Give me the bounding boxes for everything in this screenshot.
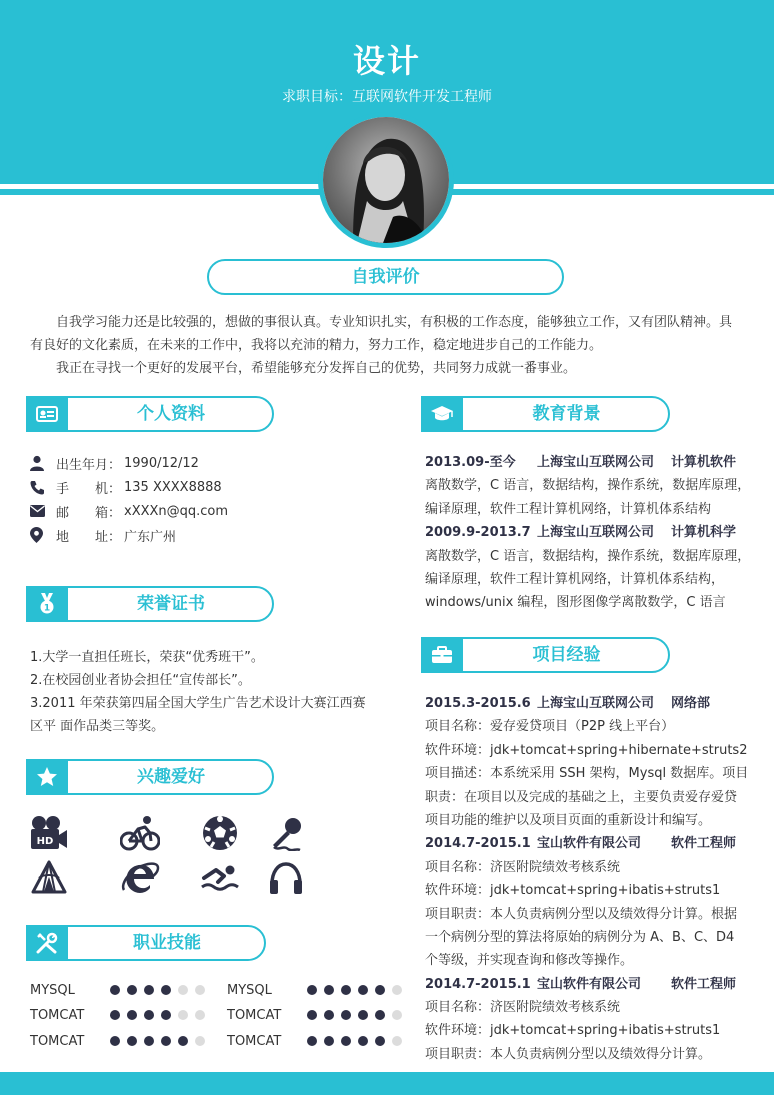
entry-heading (425, 692, 745, 715)
id-card-icon (26, 396, 68, 432)
honor-item: 1.大学一直担任班长，荣获“优秀班干”。 (30, 650, 264, 665)
headphones-icon (266, 858, 306, 898)
section-title-personal: 个人资料 (137, 404, 205, 424)
entry-role: 网络部 (671, 696, 711, 711)
entry-organization: 上海宝山互联网公司 (537, 696, 655, 711)
skill-dot-filled (375, 985, 385, 995)
footer-bar (0, 1072, 774, 1095)
skill-name: TOMCAT (227, 1007, 282, 1023)
entry-detail: 离散数学，C 语言，数据结构，操作系统，数据库原理， (425, 548, 751, 564)
entry-period: 2014.7-2015.1 (425, 836, 531, 852)
info-value: 135 XXXX8888 (124, 479, 222, 495)
skill-name: TOMCAT (227, 1033, 282, 1049)
section-title-hobbies: 兴趣爱好 (137, 767, 205, 787)
skill-dot-empty (392, 985, 402, 995)
info-value: 1990/12/12 (124, 455, 199, 471)
skill-rating (110, 1036, 205, 1046)
skill-name: MYSQL (227, 982, 272, 998)
skill-rating (307, 1010, 402, 1020)
skill-dot-filled (307, 1010, 317, 1020)
skill-dot-filled (341, 985, 351, 995)
person-icon (30, 455, 56, 471)
skill-rating (307, 1036, 402, 1046)
entry-detail: 编译原理，软件工程计算机网络，计算机体系结构 (425, 501, 712, 517)
entry-detail: 职责：在项目以及完成的基础之上，主要负责爱存爱贷 (425, 789, 738, 805)
skill-name: MYSQL (30, 982, 75, 998)
honor-item: 2.在校园创业者协会担任“宣传部长”。 (30, 673, 251, 688)
entry-role: 软件工程师 (671, 976, 737, 992)
entry-heading (425, 451, 745, 474)
section-title-self-eval: 自我评价 (207, 259, 564, 295)
project-list (425, 692, 749, 1066)
info-label: 邮 箱： (56, 505, 122, 521)
skill-dot-filled (144, 985, 154, 995)
skill-dot-filled (144, 1036, 154, 1046)
info-value: 广东广州 (124, 529, 177, 545)
skill-dot-empty (392, 1010, 402, 1020)
skill-dot-filled (358, 1036, 368, 1046)
entry-detail: 一个病例分型的算法将原始的病例分为 A、B、C、D4 (425, 929, 735, 945)
microphone-icon (266, 813, 306, 853)
skill-dot-filled (127, 1010, 137, 1020)
entry-organization: 宝山软件有限公司 (537, 836, 642, 852)
section-title-skills: 职业技能 (133, 933, 201, 953)
objective-label: 求职目标： (282, 89, 352, 105)
skill-dot-empty (195, 1036, 205, 1046)
swimming-icon (200, 858, 240, 898)
summary-paragraph: 我正在寻找一个更好的发展平台，希望能够充分发挥自己的优势，共同努力成就一番事业。 (56, 361, 577, 376)
skill-rating (110, 985, 205, 995)
honor-item: 3.2011 年荣获第四届全国大学生广告艺术设计大赛江西赛区平 面作品类三等奖。 (30, 696, 366, 734)
entry-detail: 项目职责：本人负责病例分型以及绩效得分计算。根据 (425, 906, 738, 922)
section-header-skills (26, 925, 266, 961)
skill-row (30, 1006, 205, 1024)
entry-detail: 项目名称：济医附院绩效考核系统 (425, 1000, 621, 1016)
info-label: 手 机： (56, 481, 122, 497)
skill-row (30, 1032, 205, 1050)
skill-dot-filled (324, 985, 334, 995)
info-label: 地 址： (56, 529, 122, 545)
skill-dot-filled (324, 1010, 334, 1020)
info-value: xXXXn@qq.com (124, 503, 229, 519)
skill-dot-empty (392, 1036, 402, 1046)
skill-rating (307, 985, 402, 995)
self-evaluation (30, 311, 744, 380)
entry-role: 计算机软件 (671, 455, 737, 470)
location-icon (30, 527, 56, 543)
skill-name: TOMCAT (30, 1033, 85, 1049)
skill-rating (110, 1010, 205, 1020)
skill-dot-filled (307, 985, 317, 995)
entry-period: 2014.7-2015.1 (425, 976, 531, 992)
entry-detail: 离散数学，C 语言，数据结构，操作系统，数据库原理， (425, 478, 751, 494)
skill-dot-filled (375, 1010, 385, 1020)
section-title-education: 教育背景 (532, 404, 601, 424)
tools-icon (26, 925, 68, 961)
section-title-honors: 荣誉证书 (137, 594, 205, 614)
briefcase-icon (421, 637, 463, 673)
svg-text:HD: HD (36, 836, 54, 847)
skill-dot-filled (341, 1010, 351, 1020)
entry-detail: 编译原理，软件工程计算机网络，计算机体系结构， (425, 571, 725, 587)
skill-dot-empty (178, 985, 188, 995)
skill-dot-filled (110, 1010, 120, 1020)
mail-icon (30, 505, 56, 517)
section-header-personal (26, 396, 274, 432)
skill-dot-filled (178, 1036, 188, 1046)
skill-dot-filled (110, 985, 120, 995)
skill-dot-filled (110, 1036, 120, 1046)
resume-name: 设计 (352, 42, 421, 80)
section-header-education (421, 396, 670, 432)
skill-dot-filled (307, 1036, 317, 1046)
education-list (425, 451, 751, 615)
section-header-honors (26, 586, 274, 622)
skill-row (227, 1032, 402, 1050)
skill-name: TOMCAT (30, 1007, 85, 1023)
avatar (318, 112, 454, 248)
section-header-hobbies (26, 759, 274, 795)
graduation-cap-icon (421, 396, 463, 432)
skill-dot-empty (195, 1010, 205, 1020)
entry-detail: 项目功能的维护以及项目页面的重新设计和编写。 (425, 812, 712, 828)
skill-dot-filled (375, 1036, 385, 1046)
entry-detail: 项目名称：爱存爱贷项目（P2P 线上平台） (425, 719, 675, 735)
skill-dot-filled (341, 1036, 351, 1046)
entry-detail: windows/unix 编程，图形图像学离散数学，C 语言 (425, 595, 726, 611)
skill-dot-filled (358, 1010, 368, 1020)
entry-role: 计算机科学 (671, 525, 737, 541)
entry-organization: 上海宝山互联网公司 (537, 455, 655, 470)
honors-list (30, 646, 370, 738)
phone-icon (30, 480, 56, 495)
section-header-projects (421, 637, 670, 673)
entry-heading (425, 832, 745, 855)
skill-dot-filled (358, 985, 368, 995)
entry-heading (425, 521, 745, 544)
info-address (30, 525, 176, 545)
info-email (30, 501, 228, 521)
entry-heading (425, 973, 745, 996)
entry-period: 2013.09-至今 (425, 455, 516, 470)
entry-detail: 项目名称：济医附院绩效考核系统 (425, 859, 621, 875)
summary-paragraph: 自我学习能力还是比较强的，想做的事很认真。专业知识扎实，有积极的工作态度，能够独立工作，又有团队精神。具有良好的文化素质，在未来的工作中，我将以充沛的精力，努力工作，稳定地进步自己的工作能力。 (30, 315, 733, 353)
skill-dot-filled (127, 985, 137, 995)
entry-role: 软件工程师 (671, 836, 737, 852)
skill-row (227, 981, 402, 999)
browser-icon (120, 858, 160, 898)
skill-dot-empty (178, 1010, 188, 1020)
entry-detail: 个等级，并实现查询和修改等操作。 (425, 953, 634, 969)
soccer-icon (200, 813, 240, 853)
entry-period: 2009.9-2013.7 (425, 525, 531, 541)
entry-detail: 软件环境：jdk+tomcat+spring+hibernate+struts2 (425, 742, 748, 758)
job-objective (0, 86, 774, 106)
entry-detail: 软件环境：jdk+tomcat+spring+ibatis+struts1 (425, 1023, 721, 1039)
entry-detail: 软件环境：jdk+tomcat+spring+ibatis+struts1 (425, 883, 721, 899)
entry-detail: 项目描述：本系统采用 SSH 架构，Mysql 数据库。项目 (425, 766, 749, 782)
entry-period: 2015.3-2015.6 (425, 696, 531, 711)
skill-dot-filled (161, 1036, 171, 1046)
star-icon (26, 759, 68, 795)
entry-organization: 上海宝山互联网公司 (537, 525, 655, 541)
medal-icon (26, 586, 68, 622)
skill-row (227, 1006, 402, 1024)
skill-dot-filled (324, 1036, 334, 1046)
skill-dot-filled (144, 1010, 154, 1020)
skill-row (30, 981, 205, 999)
skill-dot-filled (127, 1036, 137, 1046)
skill-dot-filled (161, 1010, 171, 1020)
movie-camera-icon (29, 813, 69, 853)
info-label: 出生年月： (56, 457, 122, 473)
svg-text:1: 1 (43, 603, 51, 614)
entry-detail: 项目职责：本人负责病例分型以及绩效得分计算。 (425, 1046, 712, 1062)
tent-icon (29, 858, 69, 898)
section-title-projects: 项目经验 (532, 645, 601, 665)
skill-dot-filled (161, 985, 171, 995)
skill-dot-empty (195, 985, 205, 995)
info-phone (30, 477, 222, 497)
entry-organization: 宝山软件有限公司 (537, 976, 642, 992)
info-birth (30, 453, 199, 473)
cycling-icon (120, 813, 160, 853)
objective-value: 互联网软件开发工程师 (352, 89, 492, 105)
